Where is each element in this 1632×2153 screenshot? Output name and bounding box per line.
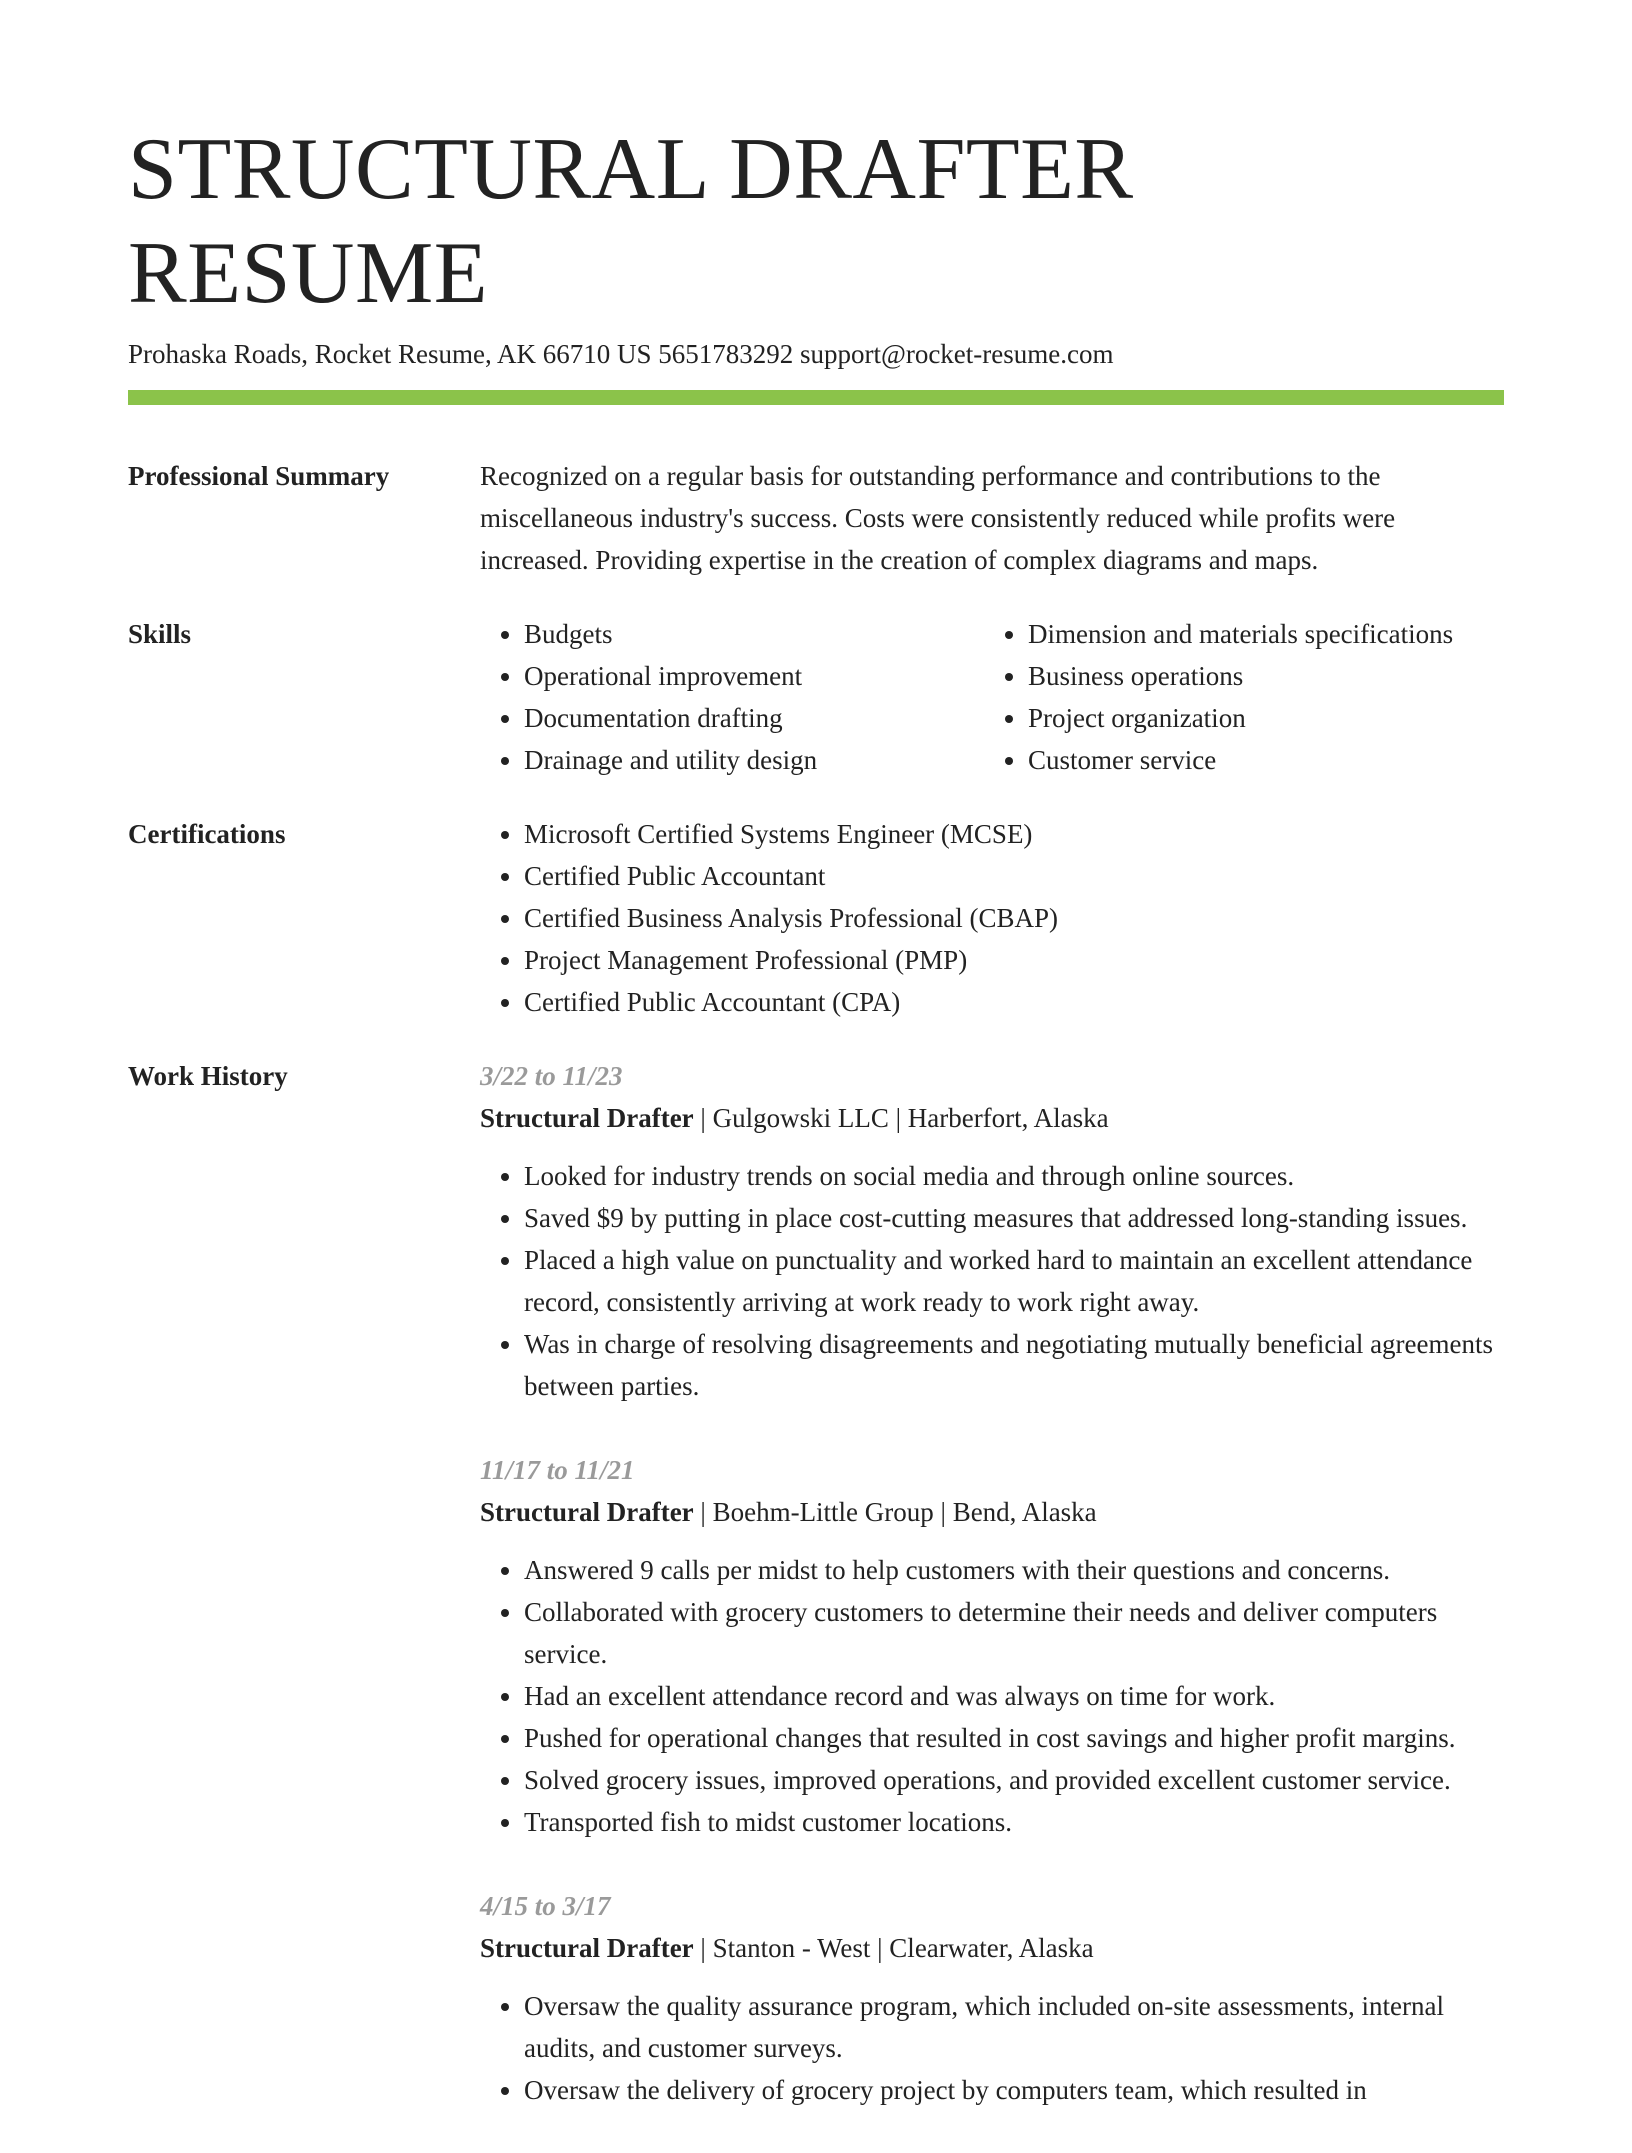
skills-list-right [984,613,1504,781]
job-heading [480,1097,1504,1139]
summary-label: Professional Summary [128,461,390,491]
job-employer: | Gulgowski LLC | Harberfort, Alaska [693,1103,1109,1133]
job-bullet: • Solved grocery issues, improved operations, and provided excellent customer service. [524,1759,1504,1801]
job-entry [480,1055,1504,1407]
job-bullet: • Collaborated with grocery customers to determine their needs and deliver computers service. [524,1591,1504,1675]
job-title: Structural Drafter [480,1103,694,1133]
job-title: Structural Drafter [480,1497,694,1527]
skill-item: • Business operations [1028,655,1504,697]
certification-item: • Microsoft Certified Systems Engineer (MCSE) [524,813,1504,855]
contact-phone: 5651783292 [658,339,794,369]
skill-item: • Dimension and materials specifications [1028,613,1504,655]
work-history-section [128,1055,1504,2153]
job-heading [480,1927,1504,1969]
skill-item: • Documentation drafting [524,697,984,739]
skills-columns [480,613,1504,781]
job-bullet: • Was in charge of resolving disagreements and negotiating mutually beneficial agreements between parties. [524,1323,1504,1407]
certifications-section [128,813,1504,1023]
skills-list-left [480,613,984,781]
skill-item: • Drainage and utility design [524,739,984,781]
skill-item: • Customer service [1028,739,1504,781]
job-bullet: • Oversaw the quality assurance program, which included on-site assessments, internal audits, and customer surveys. [524,1985,1504,2069]
skill-item: • Operational improvement [524,655,984,697]
certification-item: • Certified Public Accountant (CPA) [524,981,1504,1023]
work-history-body [480,1055,1504,2153]
work-history-label: Work History [128,1061,288,1091]
job-employer: | Stanton - West | Clearwater, Alaska [693,1933,1094,1963]
skills-section [128,613,1504,781]
resume-title: STRUCTURAL DRAFTER RESUME [128,121,1134,322]
certification-item: • Certified Public Accountant [524,855,1504,897]
certification-item: • Certified Business Analysis Professional (CBAP) [524,897,1504,939]
certifications-label: Certifications [128,819,286,849]
contact-email[interactable]: support@rocket-resume.com [799,339,1114,369]
job-dates: 3/22 to 11/23 [480,1061,623,1091]
job-bullet: • Saved $9 by putting in place cost-cutting measures that addressed long-standing issues. [524,1197,1504,1239]
job-dates: 4/15 to 3/17 [480,1891,611,1921]
job-bullet: • Answered 9 calls per midst to help customers with their questions and concerns. [524,1549,1504,1591]
summary-section [128,455,1504,581]
skill-item: • Budgets [524,613,984,655]
job-dates: 11/17 to 11/21 [480,1455,635,1485]
job-bullets [480,1985,1504,2111]
job-bullet: • Looked for industry trends on social media and through online sources. [524,1155,1504,1197]
certification-item: • Project Management Professional (PMP) [524,939,1504,981]
job-entry [480,1449,1504,1843]
skills-label: Skills [128,619,192,649]
job-bullet: • Pushed for operational changes that resulted in cost savings and higher profit margins. [524,1717,1504,1759]
summary-text: Recognized on a regular basis for outstanding performance and contributions to the miscellaneous industry's success. Costs were consistently reduced while profits were increased. Providing expertise in the creation of complex diagrams and maps. [480,461,1396,575]
skill-item: • Project organization [1028,697,1504,739]
job-heading [480,1491,1504,1533]
certifications-list [480,813,1504,1023]
job-bullet: • Had an excellent attendance record and was always on time for work. [524,1675,1504,1717]
job-employer: | Boehm-Little Group | Bend, Alaska [693,1497,1097,1527]
job-bullets [480,1155,1504,1407]
job-entry [480,1885,1504,2111]
resume-page [128,118,1504,2153]
job-bullet: • Oversaw the delivery of grocery project by computers team, which resulted in [524,2069,1504,2111]
contact-line [128,336,1504,372]
job-title: Structural Drafter [480,1933,694,1963]
contact-address: Prohaska Roads, Rocket Resume, AK 66710 US [128,339,652,369]
certifications-body [480,813,1504,1023]
job-bullets [480,1549,1504,1843]
header-divider [128,390,1504,405]
job-bullet: • Transported fish to midst customer locations. [524,1801,1504,1843]
job-bullet: • Placed a high value on punctuality and worked hard to maintain an excellent attendance record, consistently arriving at work ready to work right away. [524,1239,1504,1323]
